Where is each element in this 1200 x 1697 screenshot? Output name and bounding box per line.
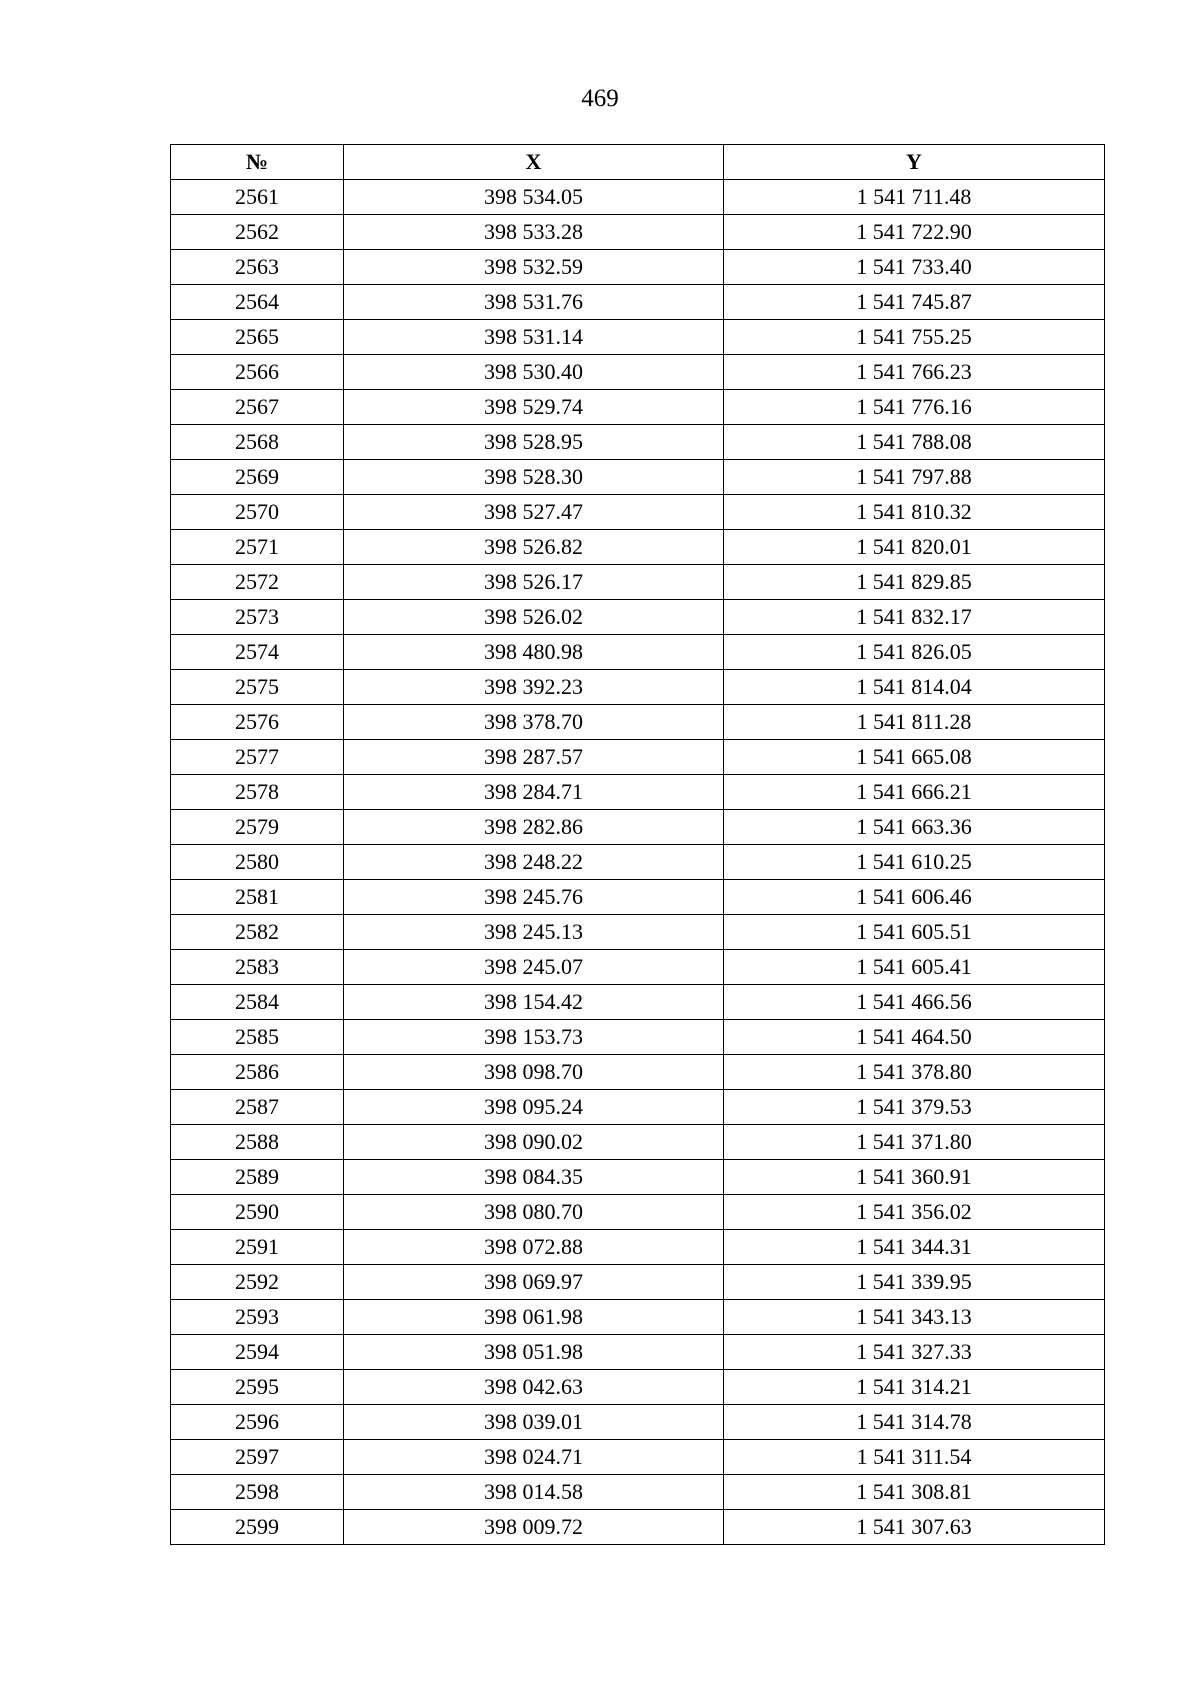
cell-x: 398 095.24 xyxy=(344,1090,724,1125)
cell-number: 2592 xyxy=(171,1265,344,1300)
cell-x: 398 245.76 xyxy=(344,880,724,915)
cell-x: 398 039.01 xyxy=(344,1405,724,1440)
cell-x: 398 392.23 xyxy=(344,670,724,705)
table-row xyxy=(171,460,1105,495)
cell-number: 2561 xyxy=(171,180,344,215)
cell-y: 1 541 811.28 xyxy=(724,705,1105,740)
cell-y: 1 541 665.08 xyxy=(724,740,1105,775)
cell-x: 398 480.98 xyxy=(344,635,724,670)
cell-x: 398 526.02 xyxy=(344,600,724,635)
table-row xyxy=(171,215,1105,250)
cell-number: 2591 xyxy=(171,1230,344,1265)
cell-number: 2575 xyxy=(171,670,344,705)
header-y: Y xyxy=(724,145,1105,180)
header-x: X xyxy=(344,145,724,180)
cell-x: 398 153.73 xyxy=(344,1020,724,1055)
coordinates-table xyxy=(170,144,1105,1545)
cell-number: 2588 xyxy=(171,1125,344,1160)
cell-number: 2579 xyxy=(171,810,344,845)
cell-x: 398 528.95 xyxy=(344,425,724,460)
cell-y: 1 541 307.63 xyxy=(724,1510,1105,1545)
cell-y: 1 541 378.80 xyxy=(724,1055,1105,1090)
cell-number: 2598 xyxy=(171,1475,344,1510)
cell-x: 398 014.58 xyxy=(344,1475,724,1510)
cell-x: 398 378.70 xyxy=(344,705,724,740)
cell-number: 2587 xyxy=(171,1090,344,1125)
header-row xyxy=(171,145,1105,180)
cell-y: 1 541 814.04 xyxy=(724,670,1105,705)
table-row xyxy=(171,1300,1105,1335)
cell-number: 2586 xyxy=(171,1055,344,1090)
cell-number: 2589 xyxy=(171,1160,344,1195)
cell-number: 2590 xyxy=(171,1195,344,1230)
cell-number: 2569 xyxy=(171,460,344,495)
table-row xyxy=(171,390,1105,425)
table-row xyxy=(171,285,1105,320)
table-row xyxy=(171,740,1105,775)
cell-number: 2573 xyxy=(171,600,344,635)
cell-number: 2570 xyxy=(171,495,344,530)
cell-x: 398 090.02 xyxy=(344,1125,724,1160)
cell-y: 1 541 722.90 xyxy=(724,215,1105,250)
table-row xyxy=(171,600,1105,635)
table-row xyxy=(171,1265,1105,1300)
cell-number: 2594 xyxy=(171,1335,344,1370)
cell-x: 398 098.70 xyxy=(344,1055,724,1090)
cell-y: 1 541 810.32 xyxy=(724,495,1105,530)
cell-y: 1 541 327.33 xyxy=(724,1335,1105,1370)
cell-number: 2574 xyxy=(171,635,344,670)
cell-number: 2583 xyxy=(171,950,344,985)
cell-number: 2572 xyxy=(171,565,344,600)
cell-y: 1 541 745.87 xyxy=(724,285,1105,320)
cell-x: 398 051.98 xyxy=(344,1335,724,1370)
cell-y: 1 541 826.05 xyxy=(724,635,1105,670)
cell-y: 1 541 797.88 xyxy=(724,460,1105,495)
cell-x: 398 245.07 xyxy=(344,950,724,985)
cell-x: 398 284.71 xyxy=(344,775,724,810)
cell-number: 2568 xyxy=(171,425,344,460)
cell-y: 1 541 788.08 xyxy=(724,425,1105,460)
cell-y: 1 541 606.46 xyxy=(724,880,1105,915)
cell-y: 1 541 371.80 xyxy=(724,1125,1105,1160)
cell-number: 2596 xyxy=(171,1405,344,1440)
cell-x: 398 072.88 xyxy=(344,1230,724,1265)
cell-x: 398 526.17 xyxy=(344,565,724,600)
cell-number: 2562 xyxy=(171,215,344,250)
cell-y: 1 541 314.21 xyxy=(724,1370,1105,1405)
cell-y: 1 541 666.21 xyxy=(724,775,1105,810)
table-row xyxy=(171,1440,1105,1475)
cell-y: 1 541 832.17 xyxy=(724,600,1105,635)
cell-number: 2593 xyxy=(171,1300,344,1335)
cell-number: 2585 xyxy=(171,1020,344,1055)
cell-y: 1 541 466.56 xyxy=(724,985,1105,1020)
table-row xyxy=(171,810,1105,845)
table-row xyxy=(171,950,1105,985)
cell-y: 1 541 308.81 xyxy=(724,1475,1105,1510)
cell-y: 1 541 755.25 xyxy=(724,320,1105,355)
table-row xyxy=(171,775,1105,810)
cell-number: 2576 xyxy=(171,705,344,740)
table-row xyxy=(171,320,1105,355)
table-row xyxy=(171,915,1105,950)
cell-x: 398 530.40 xyxy=(344,355,724,390)
cell-number: 2584 xyxy=(171,985,344,1020)
cell-number: 2582 xyxy=(171,915,344,950)
cell-y: 1 541 820.01 xyxy=(724,530,1105,565)
table-row xyxy=(171,1090,1105,1125)
cell-y: 1 541 663.36 xyxy=(724,810,1105,845)
cell-x: 398 069.97 xyxy=(344,1265,724,1300)
header-number: № xyxy=(171,145,344,180)
cell-x: 398 526.82 xyxy=(344,530,724,565)
cell-y: 1 541 343.13 xyxy=(724,1300,1105,1335)
cell-x: 398 084.35 xyxy=(344,1160,724,1195)
cell-x: 398 245.13 xyxy=(344,915,724,950)
cell-y: 1 541 344.31 xyxy=(724,1230,1105,1265)
cell-x: 398 282.86 xyxy=(344,810,724,845)
cell-x: 398 009.72 xyxy=(344,1510,724,1545)
table-row xyxy=(171,495,1105,530)
cell-y: 1 541 356.02 xyxy=(724,1195,1105,1230)
cell-x: 398 061.98 xyxy=(344,1300,724,1335)
cell-number: 2578 xyxy=(171,775,344,810)
table-header xyxy=(171,145,1105,180)
table-row xyxy=(171,1370,1105,1405)
cell-x: 398 531.76 xyxy=(344,285,724,320)
table-row xyxy=(171,880,1105,915)
cell-number: 2581 xyxy=(171,880,344,915)
table-row xyxy=(171,845,1105,880)
table-row xyxy=(171,1195,1105,1230)
cell-number: 2599 xyxy=(171,1510,344,1545)
table-row xyxy=(171,670,1105,705)
cell-x: 398 534.05 xyxy=(344,180,724,215)
cell-y: 1 541 360.91 xyxy=(724,1160,1105,1195)
table-row xyxy=(171,635,1105,670)
cell-number: 2563 xyxy=(171,250,344,285)
table-row xyxy=(171,1055,1105,1090)
cell-x: 398 533.28 xyxy=(344,215,724,250)
table-row xyxy=(171,530,1105,565)
cell-x: 398 024.71 xyxy=(344,1440,724,1475)
cell-y: 1 541 733.40 xyxy=(724,250,1105,285)
cell-number: 2597 xyxy=(171,1440,344,1475)
cell-y: 1 541 829.85 xyxy=(724,565,1105,600)
table-row xyxy=(171,985,1105,1020)
cell-y: 1 541 605.51 xyxy=(724,915,1105,950)
cell-x: 398 531.14 xyxy=(344,320,724,355)
cell-x: 398 287.57 xyxy=(344,740,724,775)
cell-y: 1 541 610.25 xyxy=(724,845,1105,880)
table-body xyxy=(171,180,1105,1545)
cell-y: 1 541 311.54 xyxy=(724,1440,1105,1475)
table-row xyxy=(171,180,1105,215)
cell-x: 398 154.42 xyxy=(344,985,724,1020)
cell-y: 1 541 464.50 xyxy=(724,1020,1105,1055)
cell-x: 398 529.74 xyxy=(344,390,724,425)
cell-y: 1 541 314.78 xyxy=(724,1405,1105,1440)
table-row xyxy=(171,705,1105,740)
cell-x: 398 532.59 xyxy=(344,250,724,285)
cell-x: 398 080.70 xyxy=(344,1195,724,1230)
cell-number: 2565 xyxy=(171,320,344,355)
table-row xyxy=(171,1405,1105,1440)
table-row xyxy=(171,1125,1105,1160)
cell-x: 398 042.63 xyxy=(344,1370,724,1405)
page-number: 469 xyxy=(581,85,619,112)
cell-y: 1 541 379.53 xyxy=(724,1090,1105,1125)
table-row xyxy=(171,1475,1105,1510)
cell-number: 2595 xyxy=(171,1370,344,1405)
table-row xyxy=(171,250,1105,285)
cell-x: 398 528.30 xyxy=(344,460,724,495)
table-row xyxy=(171,565,1105,600)
table-row xyxy=(171,425,1105,460)
cell-y: 1 541 339.95 xyxy=(724,1265,1105,1300)
cell-number: 2571 xyxy=(171,530,344,565)
cell-number: 2564 xyxy=(171,285,344,320)
table-row xyxy=(171,1510,1105,1545)
cell-number: 2580 xyxy=(171,845,344,880)
table-row xyxy=(171,1335,1105,1370)
table-row xyxy=(171,1020,1105,1055)
cell-number: 2567 xyxy=(171,390,344,425)
cell-y: 1 541 605.41 xyxy=(724,950,1105,985)
cell-number: 2577 xyxy=(171,740,344,775)
cell-y: 1 541 711.48 xyxy=(724,180,1105,215)
cell-number: 2566 xyxy=(171,355,344,390)
cell-x: 398 527.47 xyxy=(344,495,724,530)
cell-x: 398 248.22 xyxy=(344,845,724,880)
table-row xyxy=(171,1230,1105,1265)
table-row xyxy=(171,1160,1105,1195)
cell-y: 1 541 776.16 xyxy=(724,390,1105,425)
cell-y: 1 541 766.23 xyxy=(724,355,1105,390)
table-row xyxy=(171,355,1105,390)
